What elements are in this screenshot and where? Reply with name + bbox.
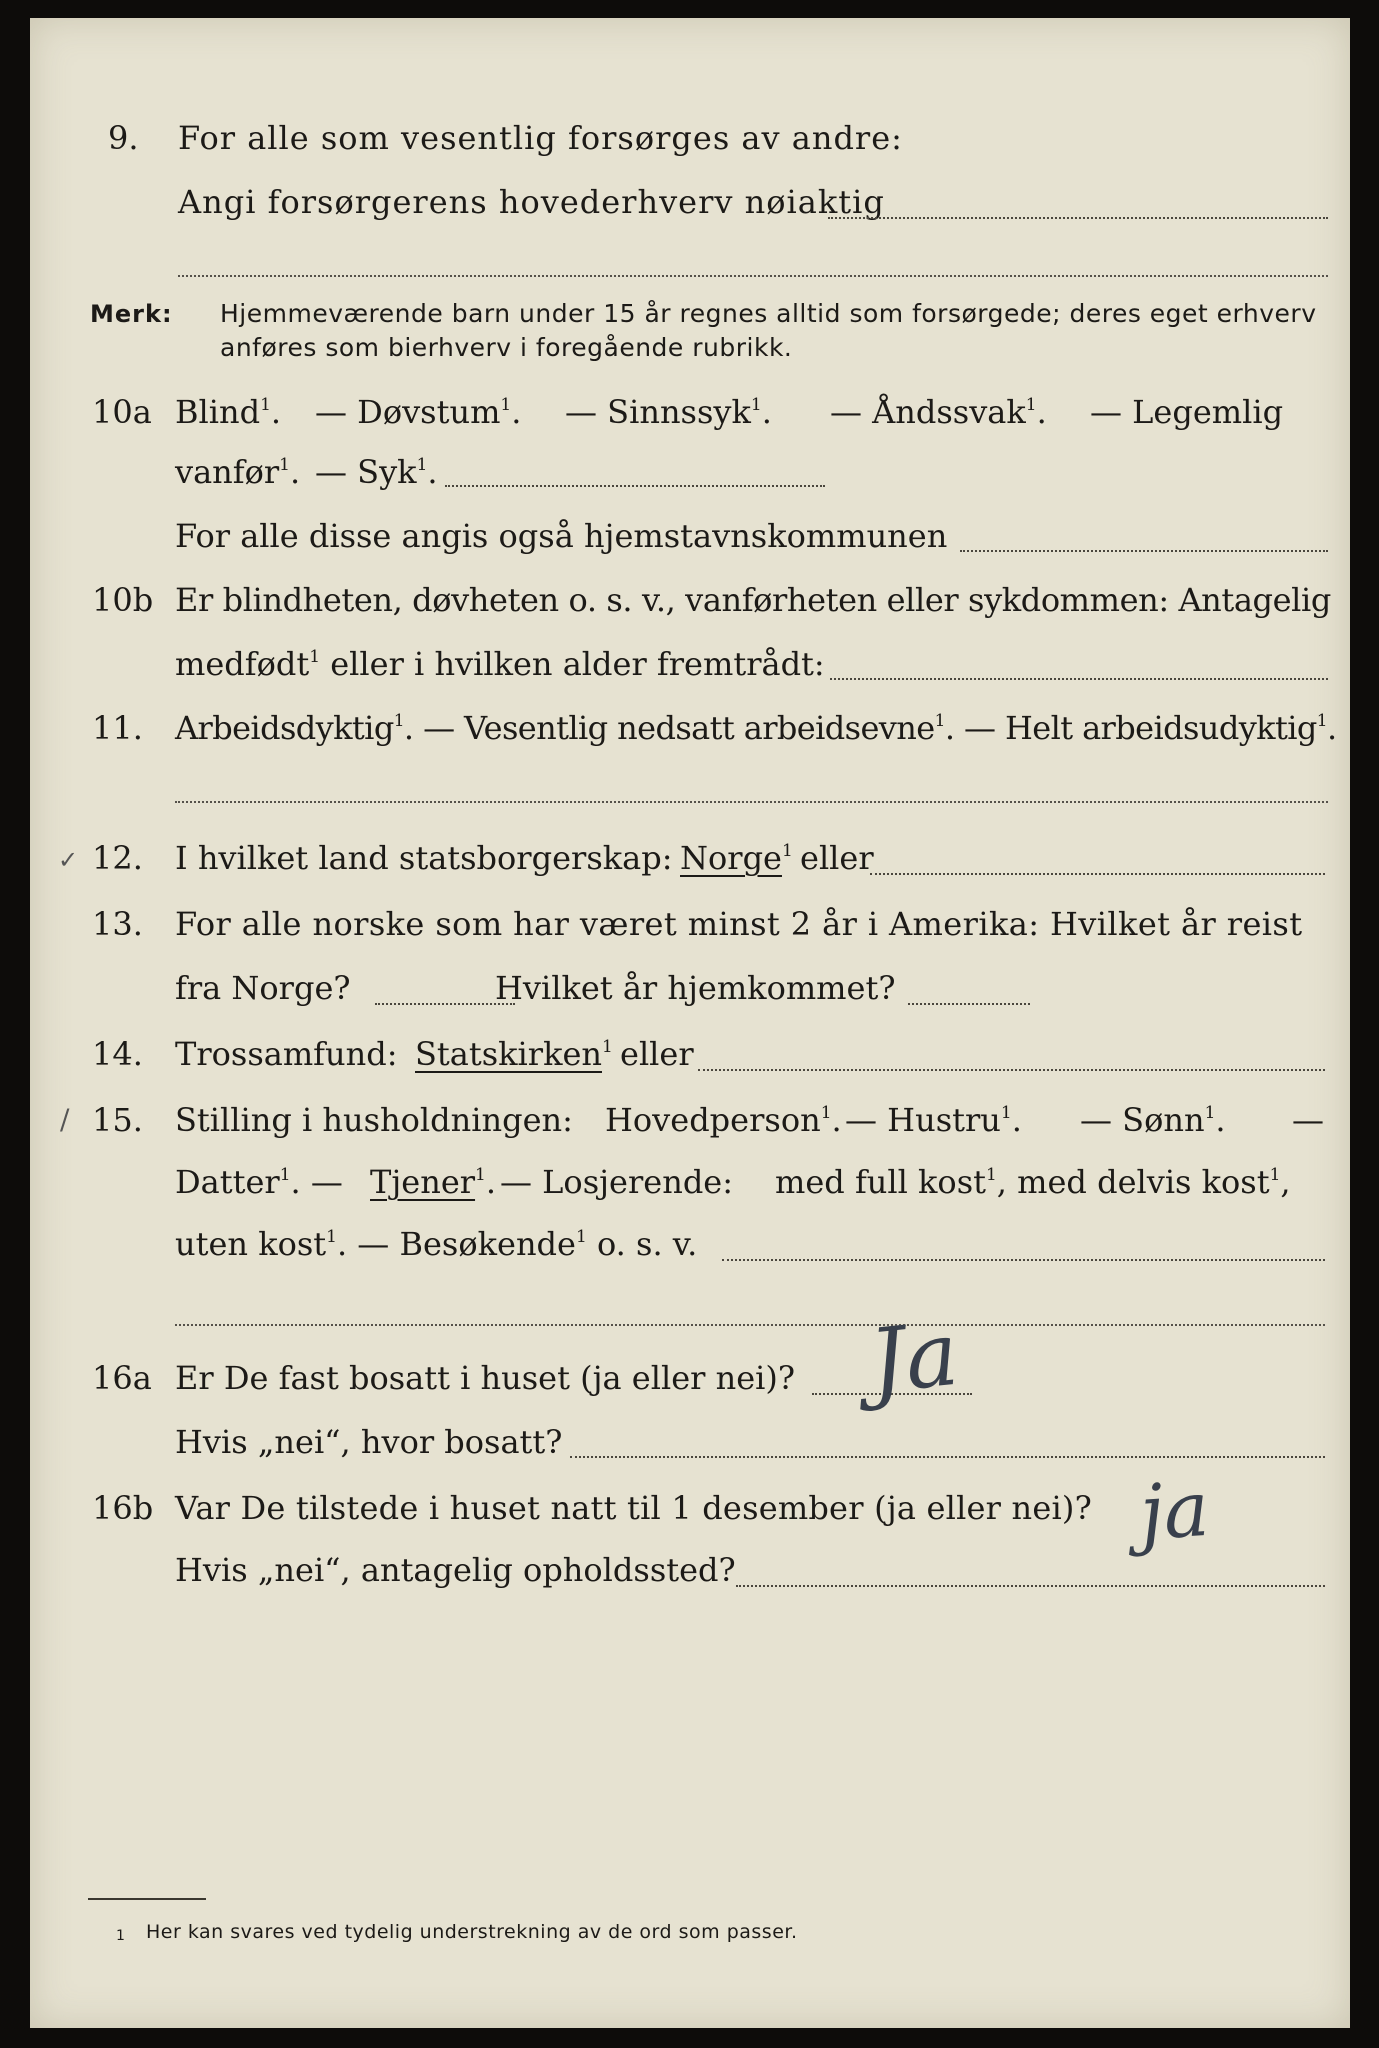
q15-check-mark: / [60, 1103, 70, 1136]
q16a-handwritten-answer: Ja [864, 1301, 963, 1414]
q14-eller: eller [620, 1035, 694, 1073]
q11-number: 11. [92, 709, 143, 747]
q16b-line1: Var De tilstede i huset natt til 1 desember (ja eller nei)? [175, 1489, 1092, 1527]
q11-options: Arbeidsdyktig$^1$. — Vesentlig nedsatt arbeidsevne$^1$. — Helt arbeidsudyktig$^1$. [175, 709, 1337, 747]
q10a-answer-line [445, 485, 825, 487]
q16a-number: 16a [92, 1359, 152, 1397]
q16a-line1: Er De fast bosatt i huset (ja eller nei)? [175, 1359, 796, 1397]
q16a-bosatt-line [570, 1456, 1325, 1458]
q15-number: 15. [92, 1101, 143, 1139]
footnote-marker: 1 [116, 1928, 126, 1944]
q13-hjemkommet: Hvilket år hjemkommet? [495, 969, 896, 1007]
q10b-answer-line [830, 678, 1328, 680]
q15-question: Stilling i husholdningen: [175, 1101, 573, 1139]
q15-losjerende: — Losjerende: [500, 1163, 734, 1201]
footnote-text: Her kan svares ved tydelig understrekning av de ord som passer. [146, 1921, 798, 1943]
q16b-handwritten-answer: ja [1136, 1463, 1212, 1558]
q10a-option-dovstum: — Døvstum$^1$. [315, 393, 522, 431]
q15-option-datter: Datter$^1$. — [175, 1163, 343, 1201]
q10a-option-andssvak: — Åndssvak$^1$. [830, 393, 1047, 431]
q16b-answer-line [736, 1585, 1325, 1587]
q13-reist: fra Norge? [175, 969, 351, 1007]
q13-number: 13. [92, 905, 143, 943]
q15-option-tjener: Tjener$^1$. [370, 1163, 497, 1201]
q10b-line1: Er blindheten, døvheten o. s. v., vanførheten eller sykdommen: Antagelig [175, 581, 1331, 619]
q14-option-statskirken: Statskirken$^1$ [415, 1035, 613, 1073]
q10a-number: 10a [92, 393, 152, 431]
q11-answer-line [175, 801, 1328, 803]
q10b-number: 10b [92, 581, 154, 619]
q15-option-sonn: — Sønn$^1$. [1080, 1101, 1226, 1139]
q10a-option-legemlig: — Legemlig [1090, 393, 1284, 431]
q9-line2: Angi forsørgerens hovederhverv nøiaktig [178, 183, 885, 221]
q10a-option-vanfor: vanfør$^1$. [175, 453, 301, 491]
q15-option-hovedperson: Hovedperson$^1$. [605, 1101, 842, 1139]
census-form-page [30, 18, 1350, 2028]
q9-answer-line [828, 217, 1328, 219]
q14-question: Trossamfund: [175, 1035, 398, 1073]
q14-answer-line [698, 1069, 1325, 1071]
q15-answer-line-2 [175, 1324, 1325, 1326]
merk-label: Merk: [90, 300, 173, 328]
q9-answer-line-2 [178, 275, 1328, 277]
q12-answer-line [870, 873, 1325, 875]
footnote-rule [88, 1898, 206, 1900]
q15-option-hustru: — Hustru$^1$. [845, 1101, 1022, 1139]
merk-line1: Hjemmeværende barn under 15 år regnes alltid som forsørgede; deres eget erhverv [220, 299, 1317, 328]
q15-answer-line [722, 1259, 1325, 1261]
q16b-number: 16b [92, 1489, 154, 1527]
q10a-hjemstavn-line [960, 550, 1328, 552]
q15-option-full-kost: med full kost$^1$, med delvis kost$^1$, [775, 1163, 1291, 1201]
merk-line2: anføres som bierhverv i foregående rubrikk. [220, 333, 793, 362]
q15-line3: uten kost$^1$. — Besøkende$^1$ o. s. v. [175, 1225, 698, 1263]
q10a-option-sinnssyk: — Sinnssyk$^1$. [565, 393, 772, 431]
q12-question: I hvilket land statsborgerskap: [175, 839, 673, 877]
q10b-line2: medfødt$^1$ eller i hvilken alder fremtrådt: [175, 645, 825, 683]
q16b-line2: Hvis „nei“, antagelig opholdssted? [175, 1551, 736, 1589]
q13-hjemkommet-line [908, 1003, 1030, 1005]
q12-number: 12. [92, 839, 143, 877]
q12-eller: eller [800, 839, 874, 877]
q12-option-norge: Norge$^1$ [680, 839, 793, 877]
q10a-option-blind: Blind$^1$. [175, 393, 282, 431]
q14-number: 14. [92, 1035, 143, 1073]
q10a-option-syk: — Syk$^1$. [315, 453, 438, 491]
q16a-line2: Hvis „nei“, hvor bosatt? [175, 1423, 563, 1461]
q9-line1: For alle som vesentlig forsørges av andre: [178, 119, 903, 157]
q10a-line3: For alle disse angis også hjemstavnskommunen [175, 517, 948, 555]
q15-dash: — [1292, 1101, 1324, 1139]
q13-line1: For alle norske som har været minst 2 år i Amerika: Hvilket år reist [175, 905, 1303, 943]
q12-check-mark: ✓ [58, 846, 79, 874]
q13-reist-line [375, 1003, 515, 1005]
q9-number: 9. [108, 119, 139, 157]
